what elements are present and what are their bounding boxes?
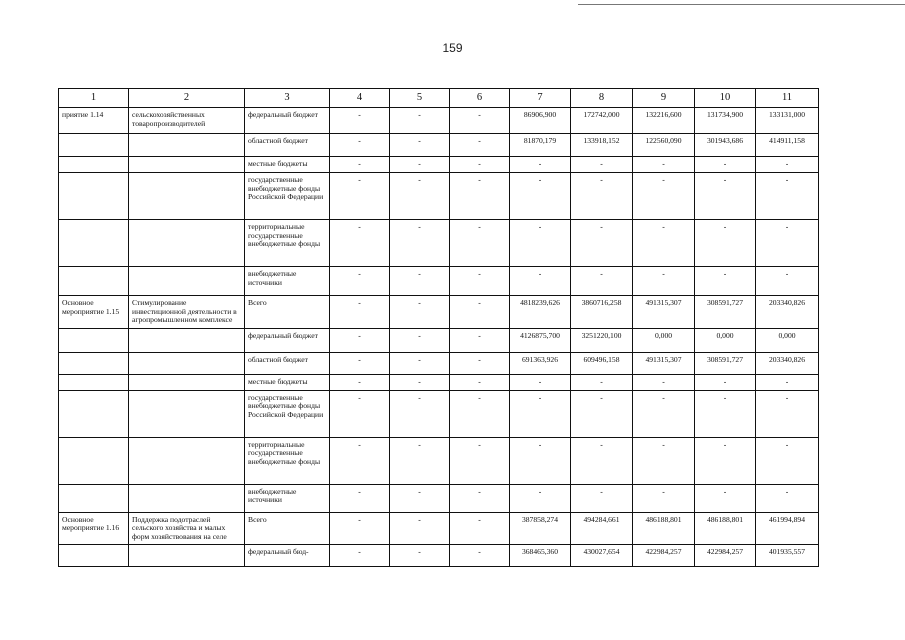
value-cell: - (330, 157, 390, 173)
value-cell: - (756, 374, 819, 390)
value-cell: 133131,000 (756, 108, 819, 134)
value-cell: 0,000 (633, 328, 695, 352)
value-cell: - (695, 484, 756, 512)
value-cell: - (390, 437, 450, 484)
value-cell: 203340,826 (756, 352, 819, 374)
value-cell: - (390, 512, 450, 545)
value-cell: - (510, 437, 571, 484)
value-cell: 491315,307 (633, 296, 695, 329)
value-cell: - (571, 157, 633, 173)
value-cell: - (450, 374, 510, 390)
measure-cell: Основное мероприятие 1.16 (59, 512, 129, 545)
value-cell: 691363,926 (510, 352, 571, 374)
value-cell: - (330, 108, 390, 134)
value-cell: - (330, 437, 390, 484)
value-cell: - (450, 352, 510, 374)
value-cell: - (390, 108, 450, 134)
value-cell: - (390, 390, 450, 437)
value-cell: - (756, 484, 819, 512)
value-cell: - (330, 512, 390, 545)
funding-source-cell: внебюджетные источники (245, 484, 330, 512)
value-cell: 491315,307 (633, 352, 695, 374)
measure-cell (59, 437, 129, 484)
value-cell: 86906,900 (510, 108, 571, 134)
value-cell: - (330, 267, 390, 296)
measure-name-cell (129, 267, 245, 296)
measure-name-cell (129, 484, 245, 512)
value-cell: - (450, 545, 510, 567)
budget-table (58, 88, 819, 567)
value-cell: - (330, 220, 390, 267)
table-row (59, 484, 819, 512)
value-cell: - (450, 328, 510, 352)
value-cell: - (633, 437, 695, 484)
value-cell: 132216,600 (633, 108, 695, 134)
value-cell: 131734,900 (695, 108, 756, 134)
value-cell: - (571, 220, 633, 267)
table-row (59, 374, 819, 390)
value-cell: - (390, 484, 450, 512)
value-cell: - (330, 328, 390, 352)
funding-source-cell: областной бюджет (245, 352, 330, 374)
value-cell: - (390, 134, 450, 157)
funding-source-cell: местные бюджеты (245, 374, 330, 390)
header-row (59, 89, 819, 108)
value-cell: 4818239,626 (510, 296, 571, 329)
table-row (59, 512, 819, 545)
value-cell: - (450, 134, 510, 157)
value-cell: - (633, 157, 695, 173)
measure-cell (59, 545, 129, 567)
value-cell: - (330, 352, 390, 374)
value-cell: - (633, 220, 695, 267)
value-cell: - (390, 220, 450, 267)
value-cell: - (330, 484, 390, 512)
funding-source-cell: областной бюджет (245, 134, 330, 157)
header-cell: 11 (756, 89, 819, 108)
value-cell: - (390, 296, 450, 329)
value-cell: - (756, 173, 819, 220)
value-cell: - (330, 296, 390, 329)
value-cell: - (510, 374, 571, 390)
value-cell: 422984,257 (633, 545, 695, 567)
table-row (59, 173, 819, 220)
header-cell: 5 (390, 89, 450, 108)
value-cell: - (330, 173, 390, 220)
value-cell: 81870,179 (510, 134, 571, 157)
value-cell: - (695, 157, 756, 173)
header-cell: 1 (59, 89, 129, 108)
funding-source-cell: государственные внебюджетные фонды Российской Федерации (245, 390, 330, 437)
header-cell: 10 (695, 89, 756, 108)
measure-name-cell (129, 328, 245, 352)
value-cell: - (756, 220, 819, 267)
measure-cell (59, 390, 129, 437)
funding-source-cell: местные бюджеты (245, 157, 330, 173)
measure-name-cell: сельскохозяйственных товаропроизводителей (129, 108, 245, 134)
table-row (59, 437, 819, 484)
value-cell: 422984,257 (695, 545, 756, 567)
measure-name-cell (129, 545, 245, 567)
funding-source-cell: федеральный бюд- (245, 545, 330, 567)
top-rule (578, 4, 905, 5)
value-cell: - (450, 484, 510, 512)
value-cell: - (450, 512, 510, 545)
table-row (59, 390, 819, 437)
value-cell: - (390, 173, 450, 220)
value-cell: - (571, 484, 633, 512)
funding-source-cell: федеральный бюджет (245, 108, 330, 134)
measure-cell (59, 267, 129, 296)
funding-source-cell: Всего (245, 296, 330, 329)
measure-cell (59, 173, 129, 220)
value-cell: - (510, 267, 571, 296)
table-row (59, 352, 819, 374)
value-cell: 308591,727 (695, 296, 756, 329)
value-cell: 486188,801 (633, 512, 695, 545)
value-cell: - (633, 390, 695, 437)
value-cell: 122560,090 (633, 134, 695, 157)
value-cell: 430027,654 (571, 545, 633, 567)
measure-cell (59, 352, 129, 374)
value-cell: - (695, 173, 756, 220)
value-cell: - (633, 484, 695, 512)
measure-name-cell (129, 157, 245, 173)
table-row (59, 296, 819, 329)
value-cell: 461994,894 (756, 512, 819, 545)
measure-cell (59, 134, 129, 157)
measure-cell (59, 157, 129, 173)
value-cell: 401935,557 (756, 545, 819, 567)
measure-name-cell (129, 374, 245, 390)
header-cell: 7 (510, 89, 571, 108)
value-cell: 3251220,100 (571, 328, 633, 352)
measure-name-cell: Стимулирование инвестиционной деятельности в агропромышленном комплексе (129, 296, 245, 329)
value-cell: - (695, 390, 756, 437)
funding-source-cell: федеральный бюджет (245, 328, 330, 352)
value-cell: 486188,801 (695, 512, 756, 545)
value-cell: - (510, 220, 571, 267)
header-cell: 3 (245, 89, 330, 108)
table-row (59, 328, 819, 352)
value-cell: - (756, 437, 819, 484)
funding-source-cell: территориальные государственные внебюджетные фонды (245, 220, 330, 267)
value-cell: - (695, 220, 756, 267)
measure-name-cell (129, 352, 245, 374)
value-cell: - (633, 173, 695, 220)
header-cell: 2 (129, 89, 245, 108)
header-cell: 9 (633, 89, 695, 108)
table-row (59, 157, 819, 173)
measure-cell (59, 328, 129, 352)
value-cell: - (390, 267, 450, 296)
value-cell: - (390, 352, 450, 374)
value-cell: - (695, 374, 756, 390)
value-cell: - (571, 374, 633, 390)
value-cell: - (756, 267, 819, 296)
value-cell: - (571, 390, 633, 437)
value-cell: 203340,826 (756, 296, 819, 329)
value-cell: - (510, 484, 571, 512)
value-cell: - (450, 296, 510, 329)
value-cell: 172742,000 (571, 108, 633, 134)
value-cell: 308591,727 (695, 352, 756, 374)
value-cell: 609496,158 (571, 352, 633, 374)
value-cell: - (450, 157, 510, 173)
value-cell: 494284,661 (571, 512, 633, 545)
value-cell: 414911,158 (756, 134, 819, 157)
measure-name-cell: Поддержка подотраслей сельского хозяйства и малых форм хозяйствования на селе (129, 512, 245, 545)
value-cell: - (330, 545, 390, 567)
value-cell: - (571, 173, 633, 220)
header-cell: 6 (450, 89, 510, 108)
measure-name-cell (129, 134, 245, 157)
table-row (59, 545, 819, 567)
header-cell: 4 (330, 89, 390, 108)
value-cell: - (633, 267, 695, 296)
value-cell: - (390, 157, 450, 173)
value-cell: - (330, 390, 390, 437)
funding-source-cell: внебюджетные источники (245, 267, 330, 296)
funding-source-cell: государственные внебюджетные фонды Российской Федерации (245, 173, 330, 220)
funding-source-cell: территориальные государственные внебюджетные фонды (245, 437, 330, 484)
measure-name-cell (129, 437, 245, 484)
funding-source-cell: Всего (245, 512, 330, 545)
page-number: 159 (442, 41, 463, 55)
value-cell: - (756, 157, 819, 173)
table-row (59, 134, 819, 157)
value-cell: - (450, 437, 510, 484)
value-cell: - (510, 390, 571, 437)
table-row (59, 108, 819, 134)
value-cell: 0,000 (756, 328, 819, 352)
value-cell: - (450, 267, 510, 296)
value-cell: 0,000 (695, 328, 756, 352)
measure-name-cell (129, 173, 245, 220)
value-cell: 387858,274 (510, 512, 571, 545)
value-cell: - (450, 108, 510, 134)
value-cell: - (633, 374, 695, 390)
value-cell: - (695, 437, 756, 484)
value-cell: 133918,152 (571, 134, 633, 157)
measure-cell (59, 220, 129, 267)
header-cell: 8 (571, 89, 633, 108)
value-cell: - (510, 173, 571, 220)
value-cell: 4126875,700 (510, 328, 571, 352)
value-cell: - (756, 390, 819, 437)
value-cell: - (450, 390, 510, 437)
value-cell: - (695, 267, 756, 296)
value-cell: - (571, 437, 633, 484)
measure-cell: приятие 1.14 (59, 108, 129, 134)
measure-name-cell (129, 220, 245, 267)
table-row (59, 267, 819, 296)
measure-cell: Основное мероприятие 1.15 (59, 296, 129, 329)
measure-cell (59, 374, 129, 390)
value-cell: 368465,360 (510, 545, 571, 567)
value-cell: - (390, 545, 450, 567)
value-cell: - (571, 267, 633, 296)
value-cell: - (390, 328, 450, 352)
value-cell: 301943,686 (695, 134, 756, 157)
value-cell: - (450, 220, 510, 267)
table-row (59, 220, 819, 267)
value-cell: - (390, 374, 450, 390)
value-cell: - (450, 173, 510, 220)
value-cell: - (330, 134, 390, 157)
measure-cell (59, 484, 129, 512)
value-cell: - (330, 374, 390, 390)
value-cell: 3860716,258 (571, 296, 633, 329)
value-cell: - (510, 157, 571, 173)
measure-name-cell (129, 390, 245, 437)
